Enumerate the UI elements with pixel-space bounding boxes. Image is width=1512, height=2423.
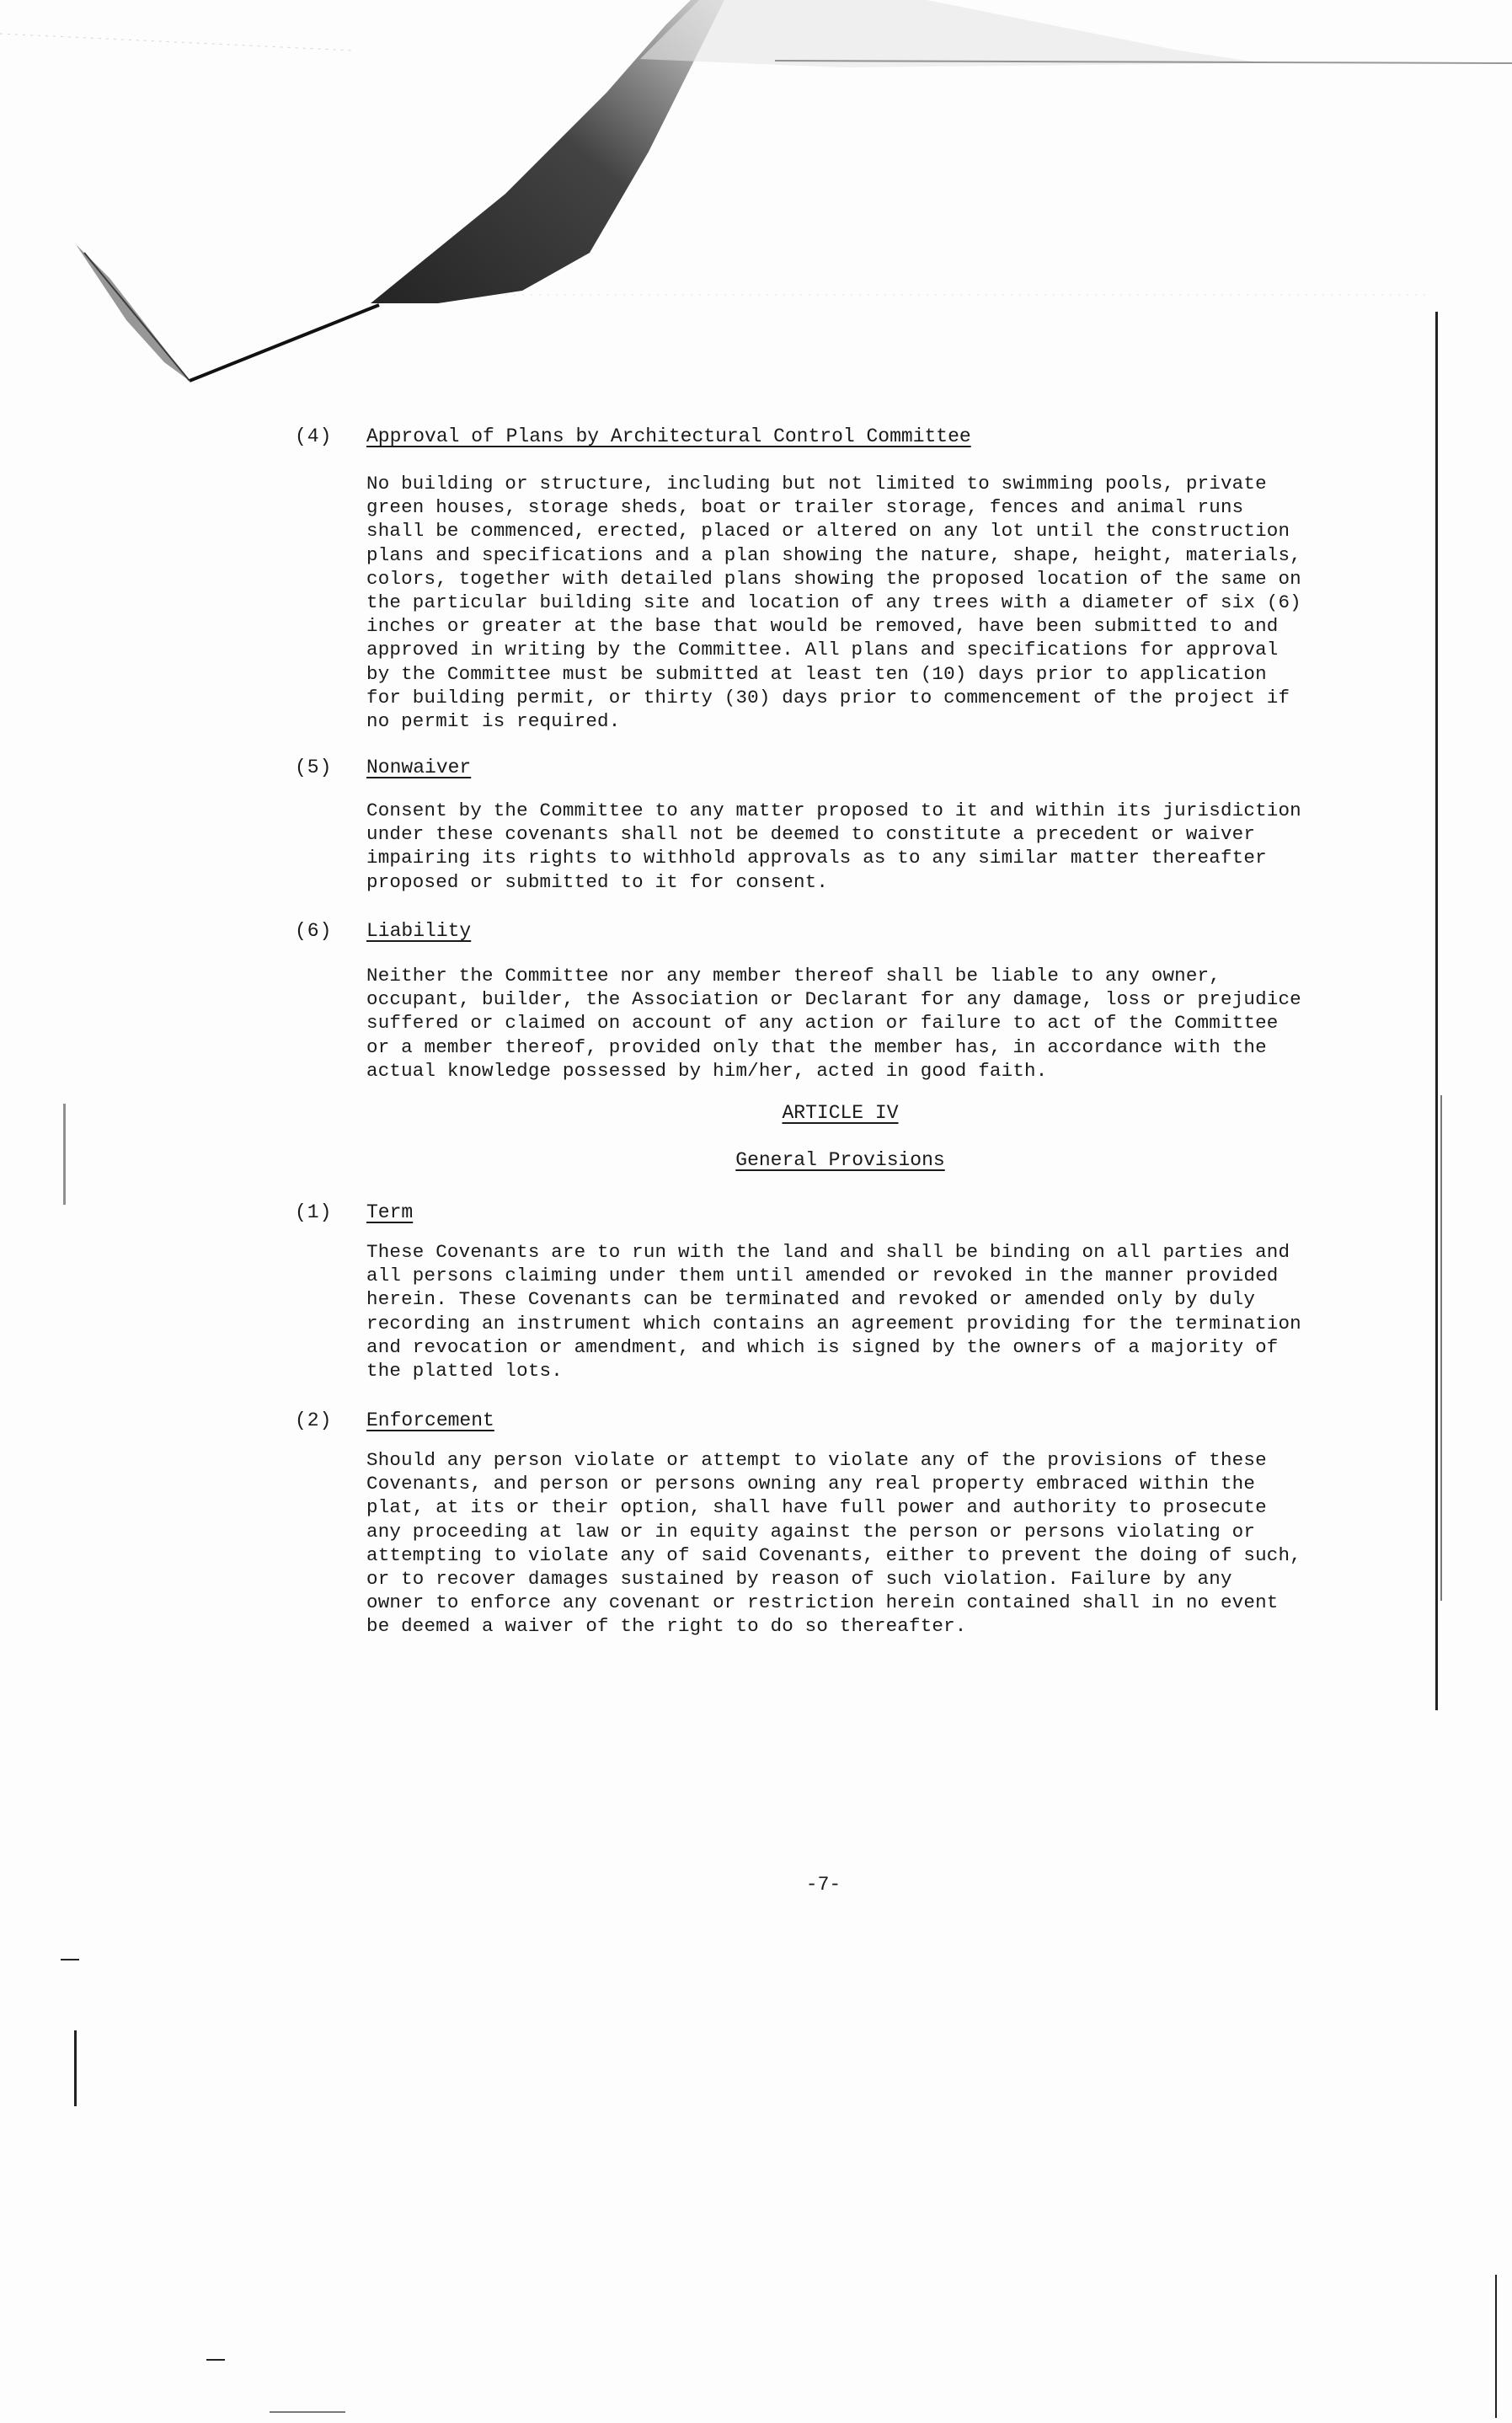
section-paragraph: No building or structure, including but not limited to swimming pools, private green houses, storage sheds, boat or trailer storage, fences and animal runs shall be commenced, erected, placed or altered on any lot until the construction plans and specifications and a plan showing the nature, shape, height, materials, colors, together with detailed plans showing the proposed location of the same on the particular building site and location of any trees with a diameter of six (6) inches or greater at the base that would be removed, have been submitted to and approved in writing by the Committee. All plans and specifications for approval by the Committee must be submitted at least ten (10) days prior to application for building permit, or thirty (30) days prior to commencement of the project if no permit is required.: [366, 473, 1301, 733]
scan-edge-line: [206, 2359, 225, 2361]
section-paragraph: Consent by the Committee to any matter proposed to it and within its jurisdiction under these covenants shall not be deemed to constitute a precedent or waiver impairing its rights to withhold approvals as to any similar matter thereafter proposed or submitted to it for consent.: [366, 800, 1301, 893]
scan-edge-line: [63, 1104, 66, 1205]
section-paragraph: These Covenants are to run with the land and shall be binding on all parties and all persons claiming under them until amended or revoked in the manner provided herein. These Covenants can be terminated and revoked or amended only by duly recording an instrument which contains an agreement providing for the termination and revocation or amendment, and which is signed by the owners of a majority of the platted lots.: [366, 1241, 1301, 1383]
scan-fold-artifact: [0, 0, 1512, 438]
section-number: (1): [295, 1201, 333, 1223]
section-heading: Enforcement: [366, 1409, 494, 1431]
section-paragraph: Should any person violate or attempt to violate any of the provisions of these Covenants, and person or persons owning any real property embraced within the plat, at its or their option, shall have full power and authority to prosecute any proceeding at law or in equity against the person or persons violating or attempting to violate any of said Covenants, either to prevent the doing of such, or to recover damages sustained by reason of such violation. Failure by any owner to enforce any covenant or restriction herein contained shall in no event be deemed a waiver of the right to do so thereafter.: [366, 1449, 1301, 1638]
article-title: ARTICLE IV: [782, 1102, 899, 1124]
scan-edge-line: [61, 1959, 79, 1960]
article-subtitle: General Provisions: [735, 1149, 945, 1171]
scan-edge-line: [270, 2411, 345, 2413]
scan-edge-line: [1440, 1095, 1442, 1601]
section-heading: Nonwaiver: [366, 757, 472, 778]
scan-edge-line: [1435, 312, 1438, 1710]
scan-edge-line: [1495, 2275, 1497, 2418]
section-number: (2): [295, 1409, 333, 1431]
scan-edge-line: [74, 2030, 77, 2106]
section-heading: Term: [366, 1201, 414, 1223]
page-number: -7-: [805, 1874, 841, 1896]
section-paragraph: Neither the Committee nor any member thereof shall be liable to any owner, occupant, builder, the Association or Declarant for any damage, loss or prejudice suffered or claimed on account of any action or failure to act of the Committee or a member thereof, provided only that the member has, in accordance with the actual knowledge possessed by him/her, acted in good faith.: [366, 965, 1301, 1082]
section-number: (6): [295, 920, 333, 942]
section-number: (4): [295, 425, 333, 447]
section-number: (5): [295, 757, 333, 778]
section-heading: Approval of Plans by Architectural Control Committee: [366, 425, 971, 447]
section-heading: Liability: [366, 920, 472, 942]
